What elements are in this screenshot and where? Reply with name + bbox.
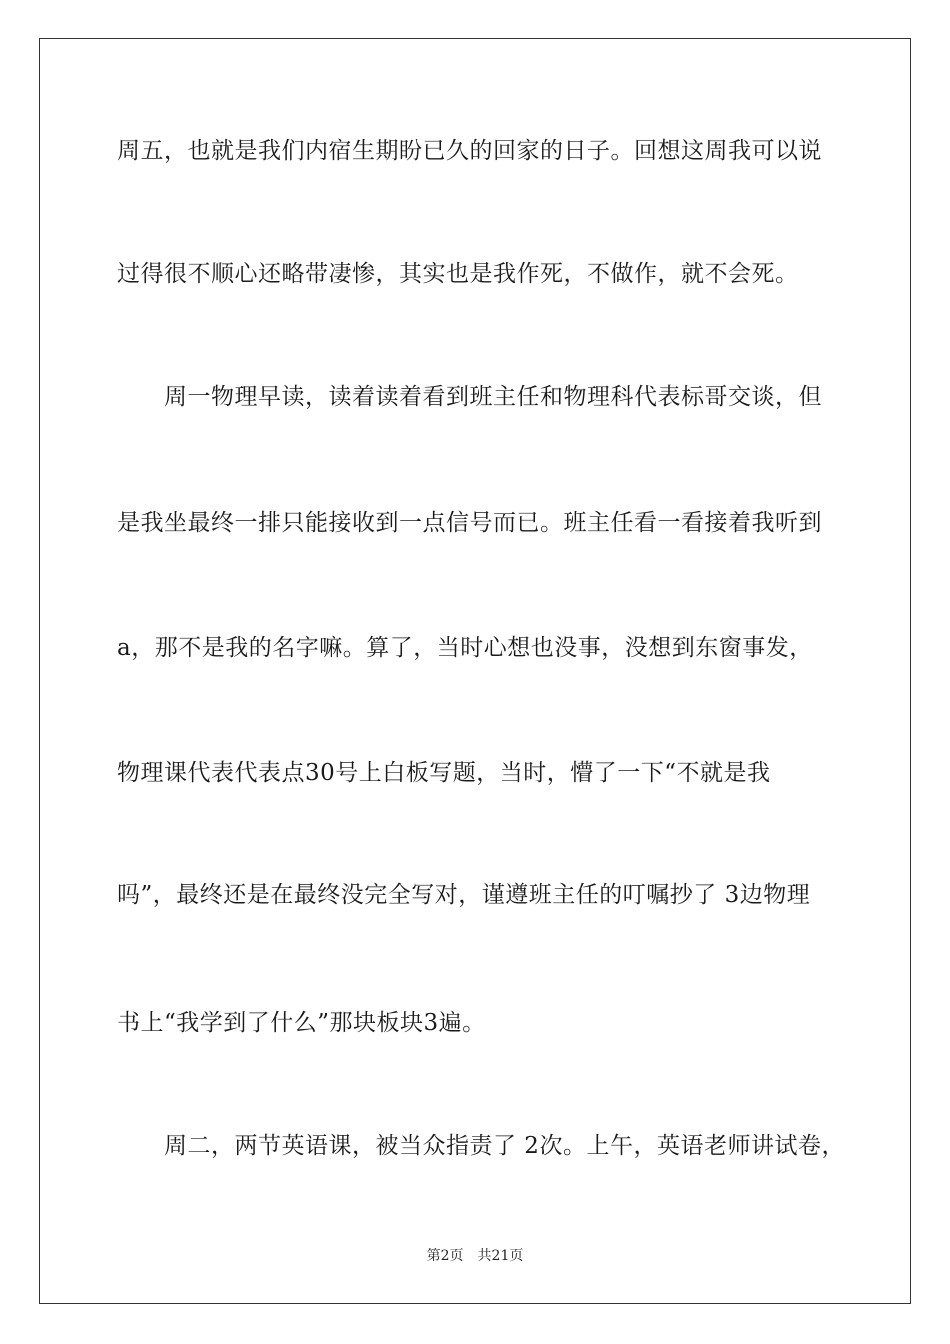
text-line-6: 物理课代表代表点30号上白板写题，当时，懵了一下“不就是我 <box>117 760 771 786</box>
text-line-7: 吗”，最终还是在最终没完全写对，谨遵班主任的叮嘱抄了 3边物理 <box>117 882 811 908</box>
text-line-2: 过得很不顺心还略带凄惨，其实也是我作死，不做作，就不会死。 <box>117 261 799 287</box>
page-number-footer: 第2页 共21页 <box>426 1248 524 1264</box>
text-line-9: 周二，两节英语课，被当众指责了 2次。上午，英语老师讲试卷， <box>117 1133 845 1159</box>
text-line-5: a，那不是我的名字嘛。算了，当时心想也没事，没想到东窗事发， <box>117 635 813 661</box>
page-frame <box>39 38 911 1304</box>
text-line-4: 是我坐最终一排只能接收到一点信号而已。班主任看一看接着我听到 <box>117 510 822 536</box>
text-line-1: 周五，也就是我们内宿生期盼已久的回家的日子。回想这周我可以说 <box>117 138 822 164</box>
text-line-3: 周一物理早读，读着读着看到班主任和物理科代表标哥交谈，但 <box>117 384 822 410</box>
text-line-8: 书上“我学到了什么”那块板块3遍。 <box>117 1010 486 1036</box>
